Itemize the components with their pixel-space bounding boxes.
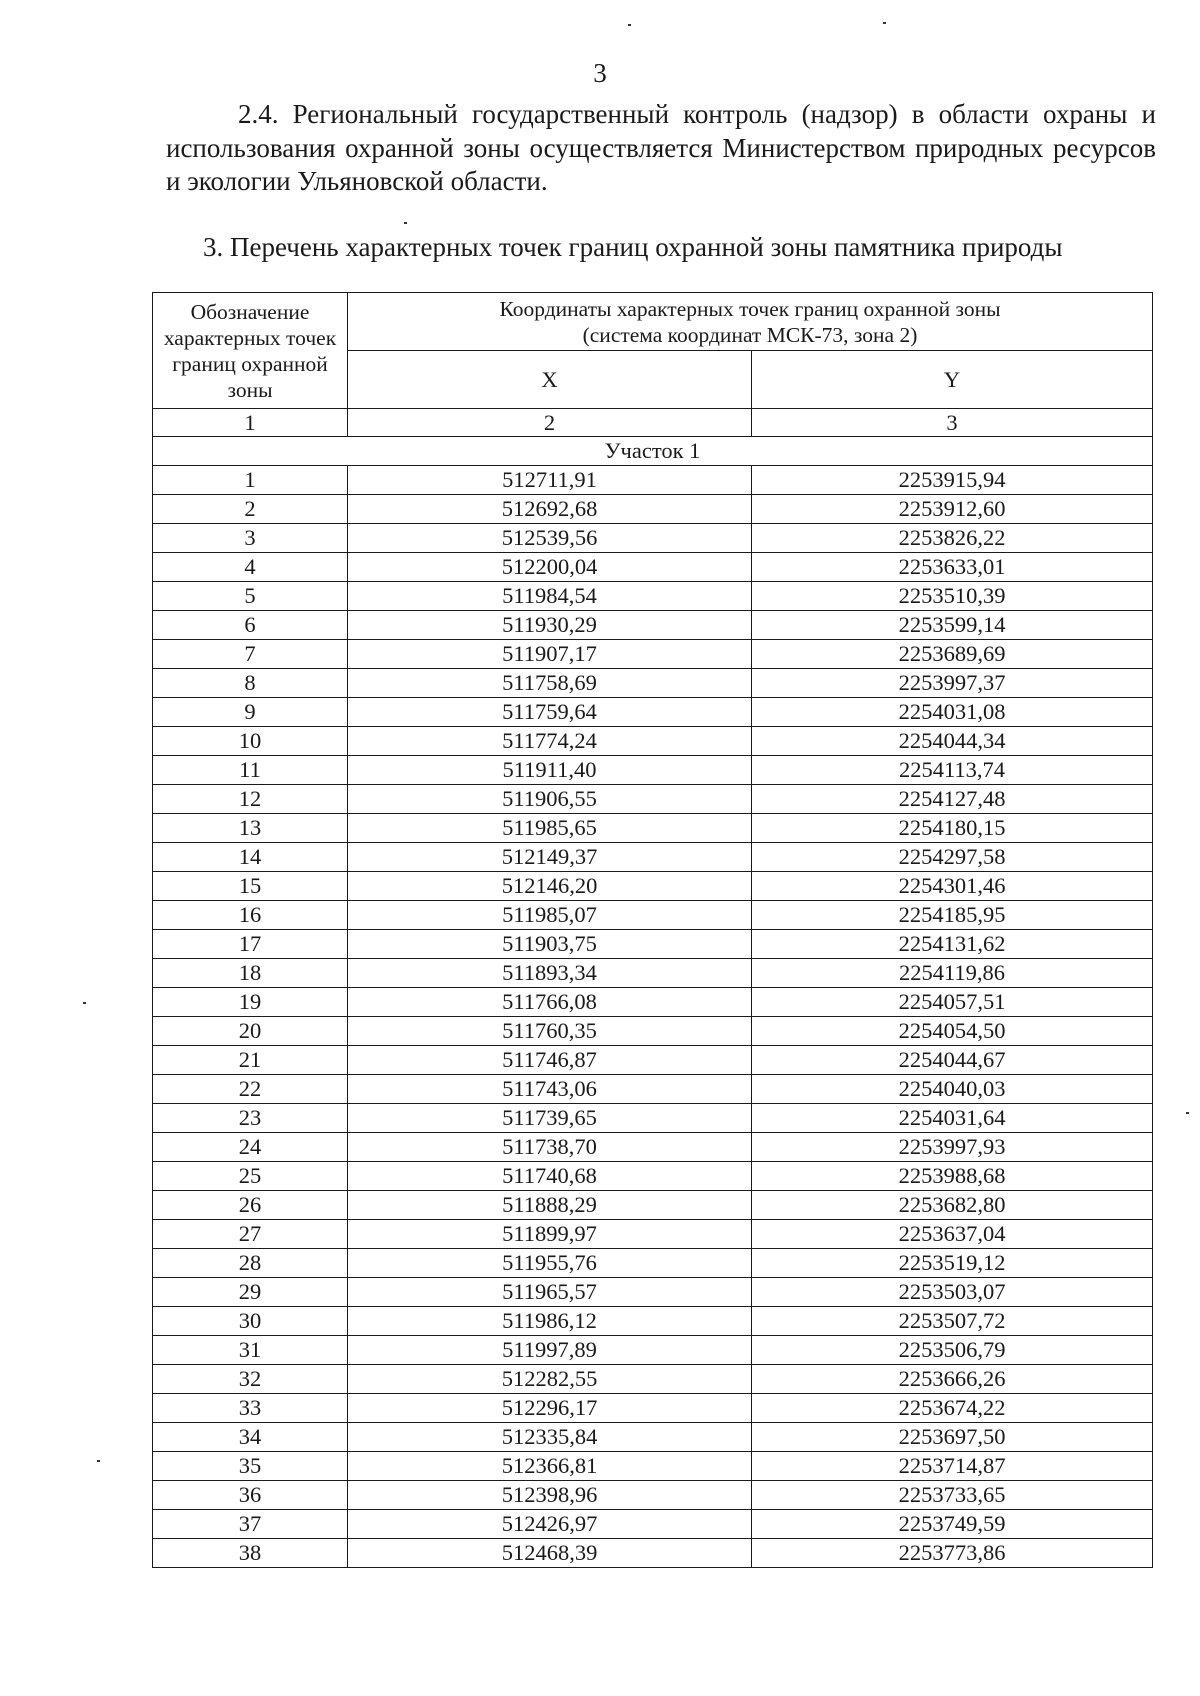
x-coordinate-cell: 511760,35 [348,1017,752,1046]
table-row [153,524,1153,553]
scan-speck [97,1460,100,1462]
point-number-cell: 25 [153,1162,348,1191]
y-coordinate-cell: 2253674,22 [752,1394,1153,1423]
coordinates-table [152,292,1153,1568]
table-row [153,1191,1153,1220]
x-coordinate-cell: 511985,07 [348,901,752,930]
x-coordinate-cell: 511743,06 [348,1075,752,1104]
y-coordinate-cell: 2253988,68 [752,1162,1153,1191]
scan-speck [1186,1112,1189,1114]
y-coordinate-cell: 2253749,59 [752,1510,1153,1539]
table-row [153,1017,1153,1046]
y-coordinate-cell: 2254031,08 [752,698,1153,727]
point-number-cell: 27 [153,1220,348,1249]
y-coordinate-cell: 2254054,50 [752,1017,1153,1046]
y-coordinate-cell: 2254127,48 [752,785,1153,814]
section-heading: 3. Перечень характерных точек границ охранной зоны памятника природы [203,232,1063,262]
table-row [153,553,1153,582]
table-row [153,1133,1153,1162]
point-number-cell: 5 [153,582,348,611]
point-number-cell: 28 [153,1249,348,1278]
table-row [153,466,1153,495]
table-row [153,1220,1153,1249]
page-number: 3 [593,58,607,88]
point-number-cell: 38 [153,1539,348,1568]
x-coordinate-cell: 512539,56 [348,524,752,553]
point-number-cell: 8 [153,669,348,698]
y-coordinate-cell: 2253689,69 [752,640,1153,669]
x-coordinate-cell: 511955,76 [348,1249,752,1278]
table-row [153,872,1153,901]
point-number-cell: 13 [153,814,348,843]
x-coordinate-cell: 512335,84 [348,1423,752,1452]
header-coordinates [348,293,1153,351]
x-coordinate-cell: 512426,97 [348,1510,752,1539]
table-row [153,814,1153,843]
y-coordinate-cell: 2253997,37 [752,669,1153,698]
table-row [153,785,1153,814]
y-coordinate-cell: 2254113,74 [752,756,1153,785]
table-row [153,1336,1153,1365]
x-coordinate-cell: 511906,55 [348,785,752,814]
y-coordinate-cell: 2253997,93 [752,1133,1153,1162]
point-number-cell: 18 [153,959,348,988]
point-number-cell: 33 [153,1394,348,1423]
point-number-cell: 14 [153,843,348,872]
point-number-cell: 6 [153,611,348,640]
table-row [153,1365,1153,1394]
x-coordinate-cell: 511965,57 [348,1278,752,1307]
y-coordinate-cell: 2253506,79 [752,1336,1153,1365]
x-coordinate-cell: 511759,64 [348,698,752,727]
point-number-cell: 11 [153,756,348,785]
point-number-cell: 1 [153,466,348,495]
table-row [153,901,1153,930]
x-coordinate-cell: 511893,34 [348,959,752,988]
y-coordinate-cell: 2253682,80 [752,1191,1153,1220]
y-coordinate-cell: 2253503,07 [752,1278,1153,1307]
point-number-cell: 17 [153,930,348,959]
table-row [153,1423,1153,1452]
header-coordinates-line2: (система координат МСК-73, зона 2) [582,322,918,347]
y-coordinate-cell: 2254180,15 [752,814,1153,843]
y-coordinate-cell: 2253666,26 [752,1365,1153,1394]
x-coordinate-cell: 512398,96 [348,1481,752,1510]
header-y: Y [752,351,1153,409]
x-coordinate-cell: 511997,89 [348,1336,752,1365]
point-number-cell: 26 [153,1191,348,1220]
table-row [153,698,1153,727]
x-coordinate-cell: 511766,08 [348,988,752,1017]
x-coordinate-cell: 512146,20 [348,872,752,901]
table-row [153,727,1153,756]
point-number-cell: 36 [153,1481,348,1510]
point-number-cell: 3 [153,524,348,553]
scan-speck [628,24,631,26]
table-row [153,1510,1153,1539]
y-coordinate-cell: 2253714,87 [752,1452,1153,1481]
y-coordinate-cell: 2253697,50 [752,1423,1153,1452]
table-row [153,495,1153,524]
y-coordinate-cell: 2253637,04 [752,1220,1153,1249]
table-row [153,1162,1153,1191]
table-row [153,843,1153,872]
point-number-cell: 2 [153,495,348,524]
point-number-cell: 9 [153,698,348,727]
x-coordinate-cell: 512200,04 [348,553,752,582]
y-coordinate-cell: 2253633,01 [752,553,1153,582]
point-number-cell: 35 [153,1452,348,1481]
x-coordinate-cell: 512692,68 [348,495,752,524]
table-row [153,582,1153,611]
point-number-cell: 22 [153,1075,348,1104]
y-coordinate-cell: 2253912,60 [752,495,1153,524]
y-coordinate-cell: 2254297,58 [752,843,1153,872]
y-coordinate-cell: 2254044,67 [752,1046,1153,1075]
table-row [153,930,1153,959]
x-coordinate-cell: 511907,17 [348,640,752,669]
x-coordinate-cell: 511738,70 [348,1133,752,1162]
point-number-cell: 32 [153,1365,348,1394]
table-row [153,1452,1153,1481]
x-coordinate-cell: 511899,97 [348,1220,752,1249]
y-coordinate-cell: 2253510,39 [752,582,1153,611]
x-coordinate-cell: 511739,65 [348,1104,752,1133]
scan-speck [883,22,886,24]
column-number-2: 2 [348,409,752,437]
point-number-cell: 37 [153,1510,348,1539]
point-number-cell: 16 [153,901,348,930]
y-coordinate-cell: 2254040,03 [752,1075,1153,1104]
x-coordinate-cell: 511911,40 [348,756,752,785]
x-coordinate-cell: 512282,55 [348,1365,752,1394]
x-coordinate-cell: 511985,65 [348,814,752,843]
y-coordinate-cell: 2254185,95 [752,901,1153,930]
table-row [153,1104,1153,1133]
y-coordinate-cell: 2254131,62 [752,930,1153,959]
x-coordinate-cell: 511903,75 [348,930,752,959]
x-coordinate-cell: 511984,54 [348,582,752,611]
y-coordinate-cell: 2254119,86 [752,959,1153,988]
section-label: Участок 1 [153,437,1153,466]
column-number-1: 1 [153,409,348,437]
point-number-cell: 29 [153,1278,348,1307]
x-coordinate-cell: 512296,17 [348,1394,752,1423]
point-number-cell: 31 [153,1336,348,1365]
point-number-cell: 15 [153,872,348,901]
paragraph-2-4: 2.4. Региональный государственный контроль (надзор) в области охраны и использования охранной зоны осуществляется Министерством природных ресурсов и экологии Ульяновской области. [166,99,1156,196]
table-row [153,1046,1153,1075]
scan-speck [83,1002,86,1004]
x-coordinate-cell: 511930,29 [348,611,752,640]
point-number-cell: 4 [153,553,348,582]
scan-speck [404,222,407,224]
y-coordinate-cell: 2253519,12 [752,1249,1153,1278]
table-row [153,640,1153,669]
point-number-cell: 10 [153,727,348,756]
x-coordinate-cell: 511746,87 [348,1046,752,1075]
table-row [153,1249,1153,1278]
x-coordinate-cell: 511986,12 [348,1307,752,1336]
y-coordinate-cell: 2254031,64 [752,1104,1153,1133]
x-coordinate-cell: 511888,29 [348,1191,752,1220]
header-designation: Обозначение характерных точек границ охранной зоны [153,293,348,409]
x-coordinate-cell: 511774,24 [348,727,752,756]
table-row [153,1394,1153,1423]
point-number-cell: 30 [153,1307,348,1336]
point-number-cell: 12 [153,785,348,814]
y-coordinate-cell: 2254301,46 [752,872,1153,901]
table-row [153,756,1153,785]
x-coordinate-cell: 512149,37 [348,843,752,872]
table-row [153,611,1153,640]
column-number-3: 3 [752,409,1153,437]
y-coordinate-cell: 2253826,22 [752,524,1153,553]
y-coordinate-cell: 2254044,34 [752,727,1153,756]
table-body [153,466,1153,1568]
y-coordinate-cell: 2253915,94 [752,466,1153,495]
y-coordinate-cell: 2253599,14 [752,611,1153,640]
point-number-cell: 24 [153,1133,348,1162]
table-row [153,1539,1153,1568]
header-x: X [348,351,752,409]
y-coordinate-cell: 2254057,51 [752,988,1153,1017]
header-coordinates-line1: Координаты характерных точек границ охранной зоны [499,296,1001,321]
point-number-cell: 34 [153,1423,348,1452]
point-number-cell: 21 [153,1046,348,1075]
x-coordinate-cell: 511758,69 [348,669,752,698]
table-row [153,1278,1153,1307]
table-row [153,1075,1153,1104]
x-coordinate-cell: 512366,81 [348,1452,752,1481]
table-row [153,1481,1153,1510]
y-coordinate-cell: 2253507,72 [752,1307,1153,1336]
point-number-cell: 7 [153,640,348,669]
x-coordinate-cell: 511740,68 [348,1162,752,1191]
table-row [153,959,1153,988]
y-coordinate-cell: 2253733,65 [752,1481,1153,1510]
point-number-cell: 20 [153,1017,348,1046]
x-coordinate-cell: 512468,39 [348,1539,752,1568]
table-row [153,1307,1153,1336]
point-number-cell: 19 [153,988,348,1017]
point-number-cell: 23 [153,1104,348,1133]
y-coordinate-cell: 2253773,86 [752,1539,1153,1568]
table-row [153,669,1153,698]
table-row [153,988,1153,1017]
x-coordinate-cell: 512711,91 [348,466,752,495]
